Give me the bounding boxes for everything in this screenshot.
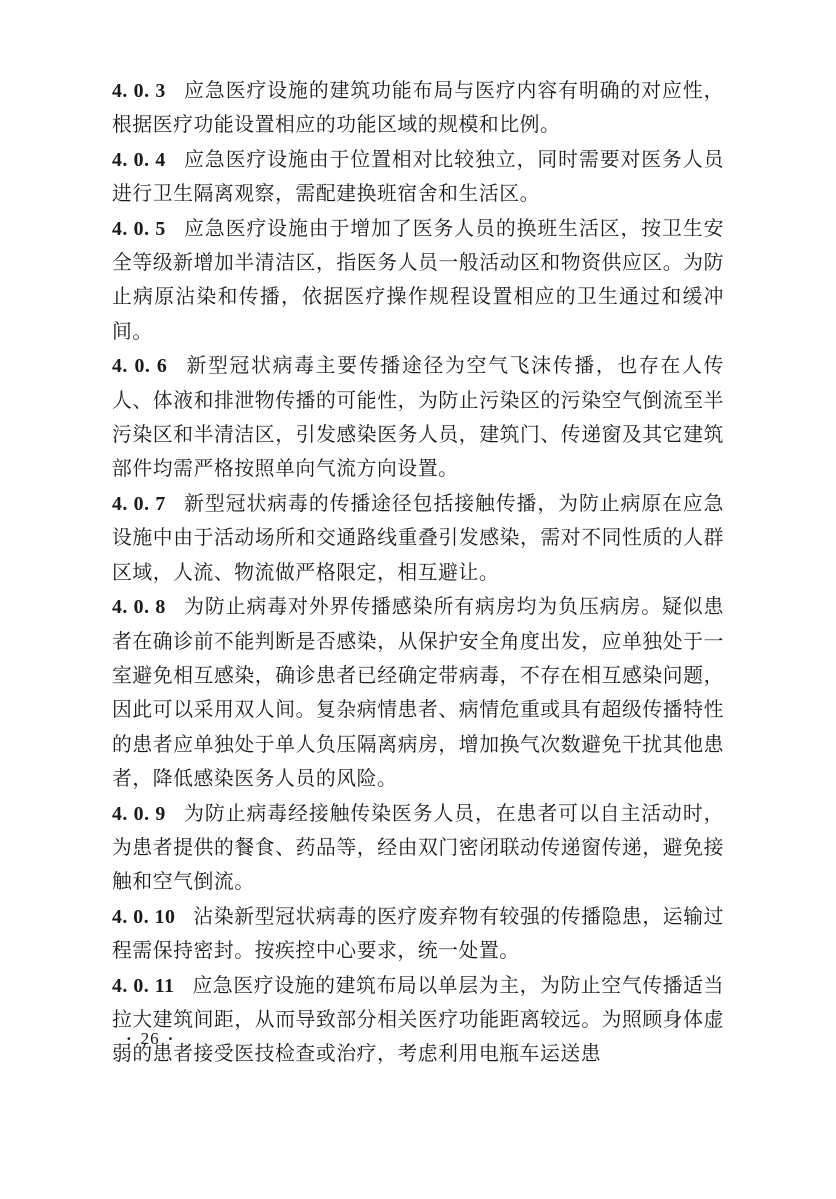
- clause-number: 4. 0. 4: [112, 148, 166, 171]
- clause-4-0-3: [112, 74, 724, 143]
- clause-number: 4. 0. 3: [112, 80, 166, 102]
- clause-number: 4. 0. 7: [112, 492, 166, 515]
- clause-number: 4. 0. 6: [112, 355, 168, 378]
- clause-number: 4. 0. 5: [112, 217, 166, 240]
- clause-4-0-6: [112, 349, 724, 487]
- clause-text: 新型冠状病毒的传播途径包括接触传播，为防止病原在应急设施中由于活动场所和交通路线重叠引发感染，需对不同性质的人群区域，人流、物流做严格限定，相互避让。: [112, 491, 724, 584]
- clause-4-0-11: [112, 969, 724, 1072]
- clause-4-0-8: [112, 590, 724, 796]
- clause-text: 为防止病毒经接触传染医务人员，在患者可以自主活动时，为患者提供的餐食、药品等，经由双门密闭联动传递窗传递，避免接触和空气倒流。: [112, 801, 724, 894]
- clause-4-0-7: [112, 487, 724, 590]
- clause-number: 4. 0. 10: [112, 905, 176, 928]
- page-number-bullet-right: ·: [167, 1029, 175, 1048]
- clause-text: 应急医疗设施的建筑布局以单层为主，为防止空气传播适当拉大建筑间距，从而导致部分相关医疗功能距离较远。为照顾身体虚弱的患者接受医技检查或治疗，考虑利用电瓶车运送患: [112, 973, 724, 1066]
- clause-text: 应急医疗设施由于增加了医务人员的换班生活区，按卫生安全等级新增加半清洁区，指医务人员一般活动区和物资供应区。为防止病原沾染和传播，依据医疗操作规程设置相应的卫生通过和缓冲间。: [112, 216, 724, 343]
- page-number-bullet-left: ·: [126, 1029, 133, 1048]
- clause-4-0-5: [112, 212, 724, 350]
- clause-number: 4. 0. 8: [112, 596, 166, 619]
- clause-text: 新型冠状病毒主要传播途径为空气飞沫传播，也存在人传人、体液和排泄物传播的可能性，为防止污染区的污染空气倒流至半污染区和半清洁区，引发感染医务人员，建筑门、传递窗及其它建筑部件均需严格按照单向气流方向设置。: [112, 354, 724, 481]
- document-body: [112, 74, 724, 1072]
- clause-number: 4. 0. 11: [112, 974, 175, 997]
- page-number: [118, 1029, 182, 1049]
- clause-text: 应急医疗设施的建筑功能布局与医疗内容有明确的对应性，根据医疗功能设置相应的功能区域的规模和比例。: [112, 79, 724, 137]
- clause-number: 4. 0. 9: [112, 802, 166, 825]
- clause-text: 为防止病毒对外界传播感染所有病房均为负压病房。疑似患者在确诊前不能判断是否感染，从保护安全角度出发，应单独处于一室避免相互感染，确诊患者已经确定带病毒，不存在相互感染问题，因此可以采用双人间。复杂病情患者、病情危重或具有超级传播特性的患者应单独处于单人负压隔离病房，增加换气次数避免干扰其他患者，降低感染医务人员的风险。: [112, 595, 724, 791]
- clause-4-0-10: [112, 900, 724, 969]
- clause-text: 应急医疗设施由于位置相对比较独立，同时需要对医务人员进行卫生隔离观察，需配建换班宿舍和生活区。: [112, 147, 724, 206]
- page-number-value: 26: [140, 1029, 160, 1048]
- clause-text: 沾染新型冠状病毒的医疗废弃物有较强的传播隐患，运输过程需保持密封。按疾控中心要求，统一处置。: [112, 904, 725, 963]
- clause-4-0-9: [112, 797, 724, 900]
- clause-4-0-4: [112, 143, 724, 212]
